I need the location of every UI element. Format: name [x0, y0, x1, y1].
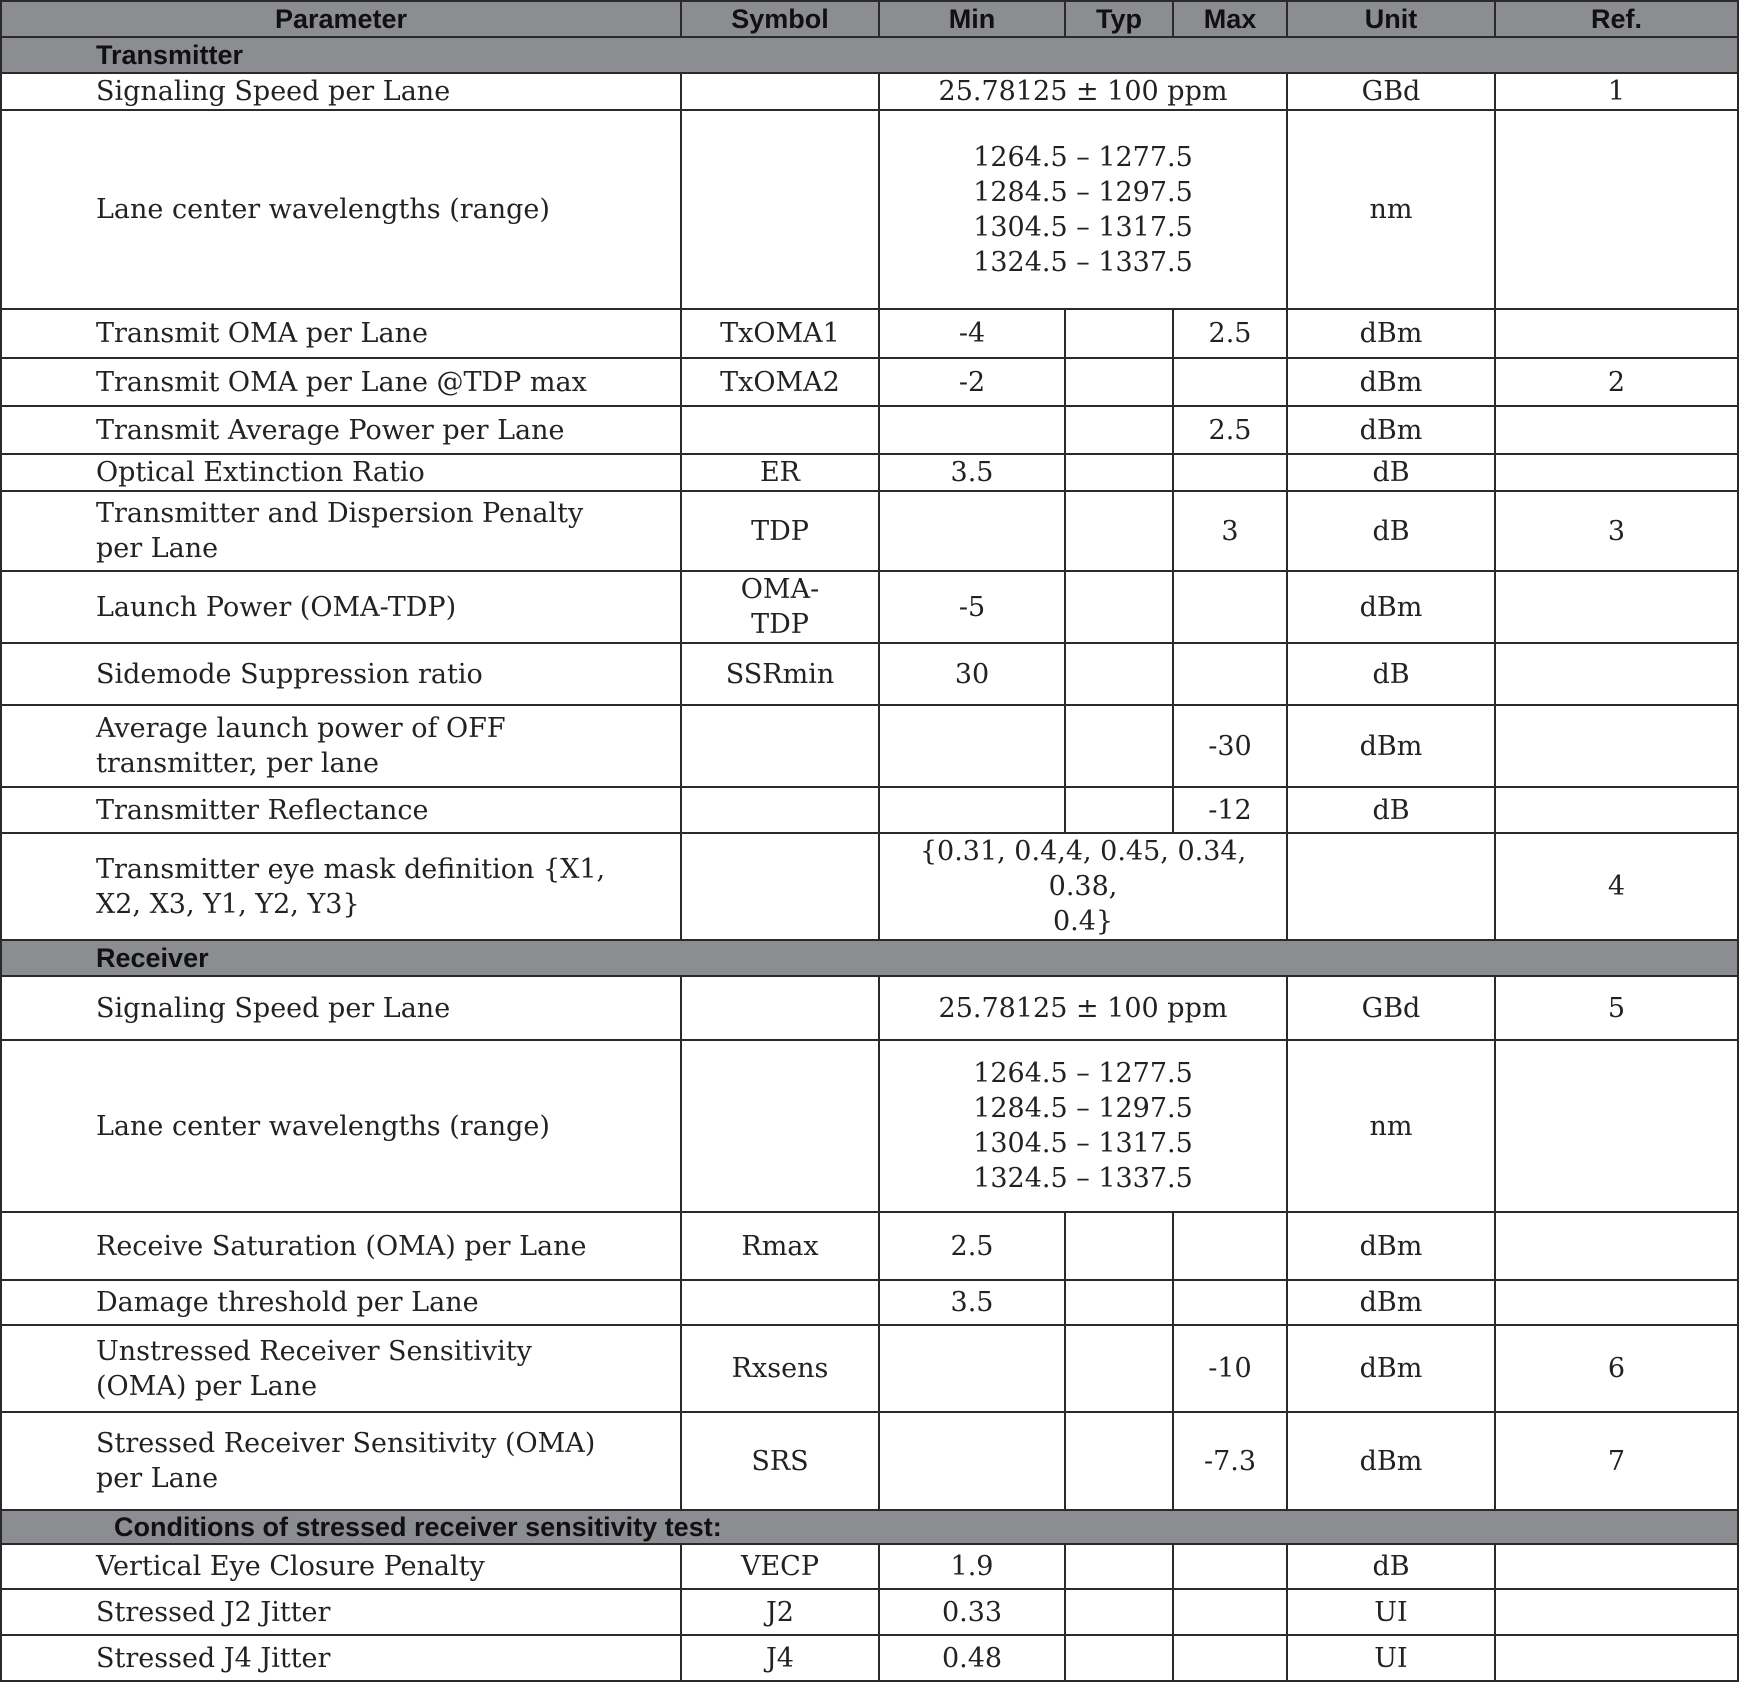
min-cell: 0.48	[879, 1635, 1065, 1681]
symbol-cell	[681, 1280, 879, 1325]
min-cell: -5	[879, 571, 1065, 643]
table-row	[1, 1280, 1738, 1325]
ref-cell	[1495, 787, 1738, 833]
symbol-cell: VECP	[681, 1544, 879, 1589]
min-cell: 0.33	[879, 1589, 1065, 1635]
min-cell: -4	[879, 309, 1065, 358]
symbol-cell: J2	[681, 1589, 879, 1635]
ref-cell	[1495, 571, 1738, 643]
typ-cell	[1065, 454, 1173, 491]
symbol-cell	[681, 976, 879, 1040]
param-line: Transmitter and Dispersion Penalty	[96, 498, 584, 529]
min-cell: 3.5	[879, 454, 1065, 491]
max-cell	[1173, 643, 1287, 705]
table-row	[1, 358, 1738, 406]
section-conditions	[1, 1510, 1738, 1544]
typ-cell	[1065, 309, 1173, 358]
section-receiver	[1, 940, 1738, 976]
unit-cell: dB	[1287, 491, 1495, 571]
max-cell: -10	[1173, 1325, 1287, 1412]
header-max: Max	[1173, 1, 1287, 37]
table-row	[1, 1412, 1738, 1510]
unit-cell: GBd	[1287, 73, 1495, 110]
wavelength-range: 1304.5 – 1317.5	[973, 1128, 1193, 1159]
table-row	[1, 1544, 1738, 1589]
max-cell: 2.5	[1173, 406, 1287, 454]
param-line: per Lane	[96, 1463, 219, 1494]
param-cell: Stressed J2 Jitter	[1, 1589, 681, 1635]
table-row	[1, 1589, 1738, 1635]
typ-cell	[1065, 1280, 1173, 1325]
unit-cell: GBd	[1287, 976, 1495, 1040]
symbol-cell	[681, 406, 879, 454]
value-line: {0.31, 0.4,4, 0.45, 0.34, 0.38,	[919, 836, 1247, 902]
value-line: 0.4}	[1052, 906, 1114, 937]
max-cell	[1173, 1280, 1287, 1325]
unit-cell: dBm	[1287, 1212, 1495, 1280]
typ-cell	[1065, 1635, 1173, 1681]
unit-cell: dB	[1287, 643, 1495, 705]
ref-cell: 1	[1495, 73, 1738, 110]
wavelength-range: 1264.5 – 1277.5	[973, 141, 1193, 173]
section-title: Transmitter	[1, 37, 1738, 73]
param-line: transmitter, per lane	[96, 748, 379, 779]
typ-cell	[1065, 1544, 1173, 1589]
min-cell: 3.5	[879, 1280, 1065, 1325]
ref-cell: 4	[1495, 833, 1738, 940]
wavelength-range: 1324.5 – 1337.5	[973, 246, 1193, 278]
ref-cell	[1495, 454, 1738, 491]
typ-cell	[1065, 1325, 1173, 1412]
param-line: Average launch power of OFF	[96, 713, 506, 744]
min-cell: 2.5	[879, 1212, 1065, 1280]
unit-cell: dB	[1287, 787, 1495, 833]
param-line: (OMA) per Lane	[96, 1370, 318, 1402]
symbol-cell	[681, 833, 879, 940]
symbol-cell	[681, 110, 879, 309]
unit-cell: dBm	[1287, 1412, 1495, 1510]
typ-cell	[1065, 787, 1173, 833]
min-cell	[879, 787, 1065, 833]
ref-cell: 5	[1495, 976, 1738, 1040]
param-cell	[1, 833, 681, 940]
max-cell: 3	[1173, 491, 1287, 571]
unit-cell	[1287, 833, 1495, 940]
min-cell: -2	[879, 358, 1065, 406]
table-row	[1, 110, 1738, 309]
max-cell: 2.5	[1173, 309, 1287, 358]
header-typ: Typ	[1065, 1, 1173, 37]
param-cell: Transmit OMA per Lane	[1, 309, 681, 358]
param-cell: Optical Extinction Ratio	[1, 454, 681, 491]
param-cell: Receive Saturation (OMA) per Lane	[1, 1212, 681, 1280]
min-cell	[879, 1325, 1065, 1412]
max-cell: -7.3	[1173, 1412, 1287, 1510]
symbol-cell: Rmax	[681, 1212, 879, 1280]
param-cell: Lane center wavelengths (range)	[1, 1040, 681, 1212]
param-cell: Transmit Average Power per Lane	[1, 406, 681, 454]
table-row	[1, 1635, 1738, 1681]
min-cell	[879, 705, 1065, 787]
ref-cell	[1495, 1589, 1738, 1635]
symbol-line: OMA-	[740, 574, 820, 605]
symbol-cell: J4	[681, 1635, 879, 1681]
param-line: Transmitter eye mask definition {X1,	[96, 853, 606, 885]
typ-cell	[1065, 406, 1173, 454]
min-cell: 1.9	[879, 1544, 1065, 1589]
ref-cell	[1495, 1212, 1738, 1280]
ref-cell	[1495, 1635, 1738, 1681]
ref-cell	[1495, 406, 1738, 454]
typ-cell	[1065, 1412, 1173, 1510]
unit-cell: dBm	[1287, 571, 1495, 643]
unit-cell: dBm	[1287, 406, 1495, 454]
table-row	[1, 705, 1738, 787]
table-row	[1, 1325, 1738, 1412]
param-line: Unstressed Receiver Sensitivity	[96, 1335, 532, 1367]
symbol-cell	[681, 1040, 879, 1212]
table-row	[1, 833, 1738, 940]
max-cell	[1173, 1589, 1287, 1635]
table-row	[1, 976, 1738, 1040]
max-cell: -12	[1173, 787, 1287, 833]
wavelength-ranges-cell	[879, 110, 1287, 309]
max-cell: -30	[1173, 705, 1287, 787]
typ-cell	[1065, 643, 1173, 705]
symbol-cell: Rxsens	[681, 1325, 879, 1412]
param-cell	[1, 1412, 681, 1510]
ref-cell: 2	[1495, 358, 1738, 406]
table-row	[1, 1040, 1738, 1212]
typ-cell	[1065, 571, 1173, 643]
typ-cell	[1065, 1212, 1173, 1280]
typ-cell	[1065, 705, 1173, 787]
param-cell: Transmit OMA per Lane @TDP max	[1, 358, 681, 406]
unit-cell: dBm	[1287, 1280, 1495, 1325]
table-row	[1, 73, 1738, 110]
section-transmitter	[1, 37, 1738, 73]
param-cell	[1, 491, 681, 571]
param-cell: Vertical Eye Closure Penalty	[1, 1544, 681, 1589]
param-cell: Lane center wavelengths (range)	[1, 110, 681, 309]
max-cell	[1173, 1544, 1287, 1589]
unit-cell: nm	[1287, 1040, 1495, 1212]
min-cell	[879, 491, 1065, 571]
wavelength-range: 1284.5 – 1297.5	[973, 176, 1193, 208]
min-cell: 30	[879, 643, 1065, 705]
unit-cell: UI	[1287, 1589, 1495, 1635]
unit-cell: dBm	[1287, 358, 1495, 406]
header-parameter: Parameter	[1, 1, 681, 37]
unit-cell: dB	[1287, 454, 1495, 491]
header-min: Min	[879, 1, 1065, 37]
wavelength-range: 1284.5 – 1297.5	[973, 1093, 1193, 1124]
ref-cell: 6	[1495, 1325, 1738, 1412]
param-cell: Transmitter Reflectance	[1, 787, 681, 833]
symbol-cell: ER	[681, 454, 879, 491]
symbol-cell: TDP	[681, 491, 879, 571]
symbol-line: TDP	[751, 609, 809, 640]
max-cell	[1173, 1635, 1287, 1681]
ref-cell	[1495, 309, 1738, 358]
typ-cell	[1065, 491, 1173, 571]
table-row	[1, 643, 1738, 705]
ref-cell	[1495, 1280, 1738, 1325]
symbol-cell: SSRmin	[681, 643, 879, 705]
param-cell: Stressed J4 Jitter	[1, 1635, 681, 1681]
symbol-cell	[681, 571, 879, 643]
table-row	[1, 309, 1738, 358]
unit-cell: nm	[1287, 110, 1495, 309]
wavelength-range: 1264.5 – 1277.5	[973, 1058, 1193, 1089]
unit-cell: dBm	[1287, 1325, 1495, 1412]
param-cell: Signaling Speed per Lane	[1, 73, 681, 110]
table-row	[1, 454, 1738, 491]
value-cell: 25.78125 ± 100 ppm	[879, 73, 1287, 110]
ref-cell: 3	[1495, 491, 1738, 571]
symbol-cell	[681, 787, 879, 833]
param-cell: Sidemode Suppression ratio	[1, 643, 681, 705]
param-cell	[1, 1325, 681, 1412]
table-row	[1, 787, 1738, 833]
param-line: Stressed Receiver Sensitivity (OMA)	[96, 1428, 596, 1459]
symbol-cell: TxOMA2	[681, 358, 879, 406]
table-row	[1, 491, 1738, 571]
section-title: Receiver	[1, 940, 1738, 976]
header-symbol: Symbol	[681, 1, 879, 37]
header-ref: Ref.	[1495, 1, 1738, 37]
ref-cell	[1495, 110, 1738, 309]
wavelength-range: 1324.5 – 1337.5	[973, 1163, 1193, 1194]
min-cell	[879, 1412, 1065, 1510]
ref-cell	[1495, 1544, 1738, 1589]
param-line: X2, X3, Y1, Y2, Y3}	[96, 888, 360, 920]
header-row	[1, 1, 1738, 37]
wavelength-ranges-cell	[879, 1040, 1287, 1212]
symbol-cell	[681, 73, 879, 110]
symbol-cell: SRS	[681, 1412, 879, 1510]
param-cell: Signaling Speed per Lane	[1, 976, 681, 1040]
symbol-cell	[681, 705, 879, 787]
section-title: Conditions of stressed receiver sensitivity test:	[1, 1510, 1738, 1544]
max-cell	[1173, 454, 1287, 491]
table-row	[1, 1212, 1738, 1280]
wavelength-range: 1304.5 – 1317.5	[973, 211, 1193, 243]
typ-cell	[1065, 1589, 1173, 1635]
max-cell	[1173, 1212, 1287, 1280]
unit-cell: UI	[1287, 1635, 1495, 1681]
param-cell	[1, 705, 681, 787]
ref-cell	[1495, 643, 1738, 705]
value-cell: 25.78125 ± 100 ppm	[879, 976, 1287, 1040]
header-unit: Unit	[1287, 1, 1495, 37]
unit-cell: dB	[1287, 1544, 1495, 1589]
ref-cell	[1495, 705, 1738, 787]
param-cell: Damage threshold per Lane	[1, 1280, 681, 1325]
min-cell	[879, 406, 1065, 454]
param-line: per Lane	[96, 533, 219, 564]
value-cell	[879, 833, 1287, 940]
max-cell	[1173, 358, 1287, 406]
ref-cell	[1495, 1040, 1738, 1212]
unit-cell: dBm	[1287, 309, 1495, 358]
symbol-cell: TxOMA1	[681, 309, 879, 358]
max-cell	[1173, 571, 1287, 643]
table-row	[1, 406, 1738, 454]
param-cell: Launch Power (OMA-TDP)	[1, 571, 681, 643]
table-row	[1, 571, 1738, 643]
typ-cell	[1065, 358, 1173, 406]
ref-cell: 7	[1495, 1412, 1738, 1510]
unit-cell: dBm	[1287, 705, 1495, 787]
